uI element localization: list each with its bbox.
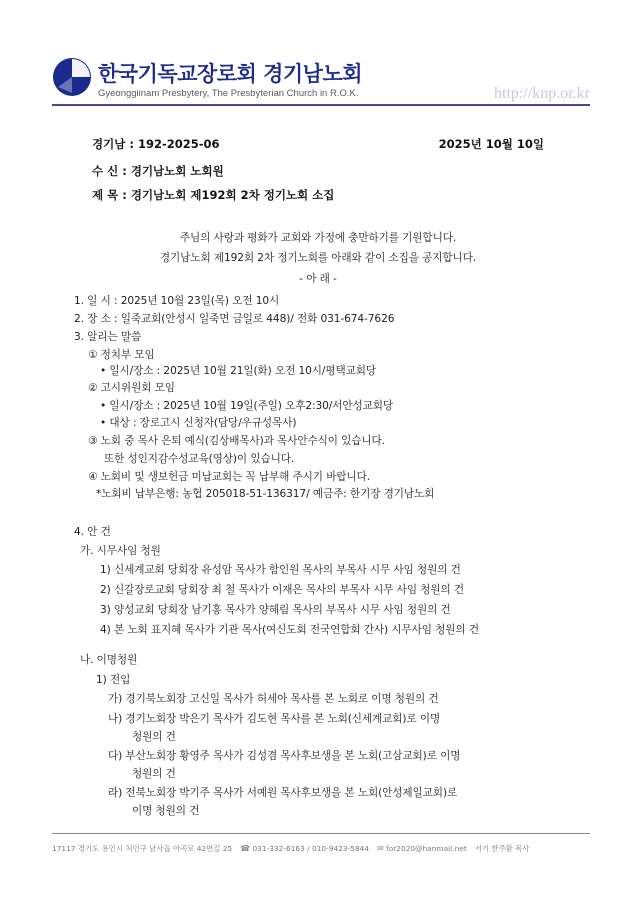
notice-4-bank-info: *노회비 납부은행: 농협 205018-51-136317/ 예금주: 한기장 경기남노회 [96,488,435,500]
footer-email-address[interactable]: for2020@hanmail.net [386,844,467,853]
subject-label: 제 목 : [92,188,127,202]
notice-3-line-2: 또한 성인지감수성교육(영상)이 있습니다. [104,453,295,465]
agenda-transfer-3-line-1: 다) 부산노회장 황영주 목사가 김성겸 목사후보생을 본 노회(고삼교회)로 이명 [108,750,461,762]
org-name: 한국기독교장로회 경기남노회 [98,62,363,86]
footer-email [377,844,467,853]
agenda-resignation-3: 3) 양성교회 당회장 남기홍 목사가 양혜림 목사의 부목사 시무 사임 청원의 건 [100,604,451,616]
meeting-place: 2. 장 소 : 일죽교회(안성시 일죽면 금일로 448)/ 전화 031-674-7626 [74,313,395,325]
agenda-transfer-2-line-1: 나) 경기노회장 박은기 목사가 김도현 목사를 본 노회(신세계교회)로 이명 [108,713,441,725]
footer [52,843,590,854]
recipient-label: 수 신 : [92,164,127,178]
agenda-transfer-in-title: 1) 전입 [96,674,131,686]
agenda-transfer-2-line-2: 청원의 건 [132,731,176,743]
org-website-link[interactable]: http://knp.or.kr [494,85,590,102]
notice-2-detail-2: • 대상 : 장로고시 신청자(담당/우규성목사) [100,417,297,429]
presbytery-logo [52,57,92,97]
agenda-resignation-1: 1) 신세계교회 당회장 유성암 목사가 함인원 목사의 부목사 시무 사임 청원의 건 [100,564,461,576]
document-date: 2025년 10월 10일 [438,137,544,151]
document-number [92,136,220,152]
agenda-resignation-2: 2) 신갈장로교회 당회장 최 철 목사가 이재은 목사의 부목사 시무 사임 청원의 건 [100,584,465,596]
header-divider [52,104,590,106]
document-number-label: 경기남 : [92,137,134,151]
agenda-transfer-1: 가) 경기북노회장 고신일 목사가 허세아 목사를 본 노회로 이명 청원의 건 [108,693,439,705]
mail-icon: ✉ [377,844,384,853]
notice-1-title: ① 정치부 모임 [88,349,155,361]
agenda-transfer-4-line-2: 이명 청원의 건 [132,805,200,817]
agenda-transfer-4-line-1: 라) 전북노회장 박기주 목사가 서예원 목사후보생을 본 노회(안성제일교회)로 [108,787,458,799]
agenda-title: 4. 안 건 [74,526,111,538]
meeting-date: 1. 일 시 : 2025년 10월 23일(목) 오전 10시 [74,295,280,307]
footer-divider [52,833,590,834]
below-heading: - 아 래 - [299,273,337,285]
document-number-value: 192-2025-06 [137,137,220,151]
footer-phone-number: 031-332-6163 / 010-9423-5844 [252,844,370,853]
notices-title: 3. 알리는 말씀 [74,331,142,343]
notice-2-detail-1: • 일시/장소 : 2025년 10월 19일(주일) 오후2:30/서안성교회당 [100,400,394,412]
subject-value: 경기남노회 제192회 2차 정기노회 소집 [130,188,335,202]
greeting-line: 주님의 사랑과 평화가 교회와 가정에 충만하기를 기원합니다. [179,232,457,244]
agenda-resignation-4: 4) 본 노회 표지혜 목사가 기관 목사(여신도회 전국연합회 간사) 시무사임 청원의 건 [100,624,479,636]
subject [92,187,334,203]
phone-icon: ☎ [240,844,251,853]
footer-phone [240,844,369,853]
notice-1-detail: • 일시/장소 : 2025년 10월 21일(화) 오전 10시/평택교회당 [100,365,377,377]
agenda-resignation-title: 가. 시무사임 청원 [80,545,161,557]
agenda-transfer-3-line-2: 청원의 건 [132,768,176,780]
agenda-transfer-title: 나. 이명청원 [80,654,138,666]
recipient [92,163,224,179]
notice-4-line-1: ④ 노회비 및 생보헌금 미납교회는 꼭 납부해 주시기 바랍니다. [88,471,371,483]
notice-3-line-1: ③ 노회 중 목사 은퇴 예식(김상배목사)과 목사안수식이 있습니다. [88,435,385,447]
org-english-name: Gyeonggiinam Presbytery, The Presbyterian Church in R.O.K. [98,88,359,99]
footer-secretary: 서기 한주환 목사 [474,844,530,853]
notice-2-title: ② 고시위원회 모임 [88,382,175,394]
recipient-value: 경기남노회 노회원 [130,164,224,178]
announcement-line: 경기남노회 제192회 2차 정기노회를 아래와 같이 소집을 공지합니다. [159,252,477,264]
footer-address: 17117 경기도 용인시 처인구 남사읍 아곡로 42번길 25 [52,844,233,853]
